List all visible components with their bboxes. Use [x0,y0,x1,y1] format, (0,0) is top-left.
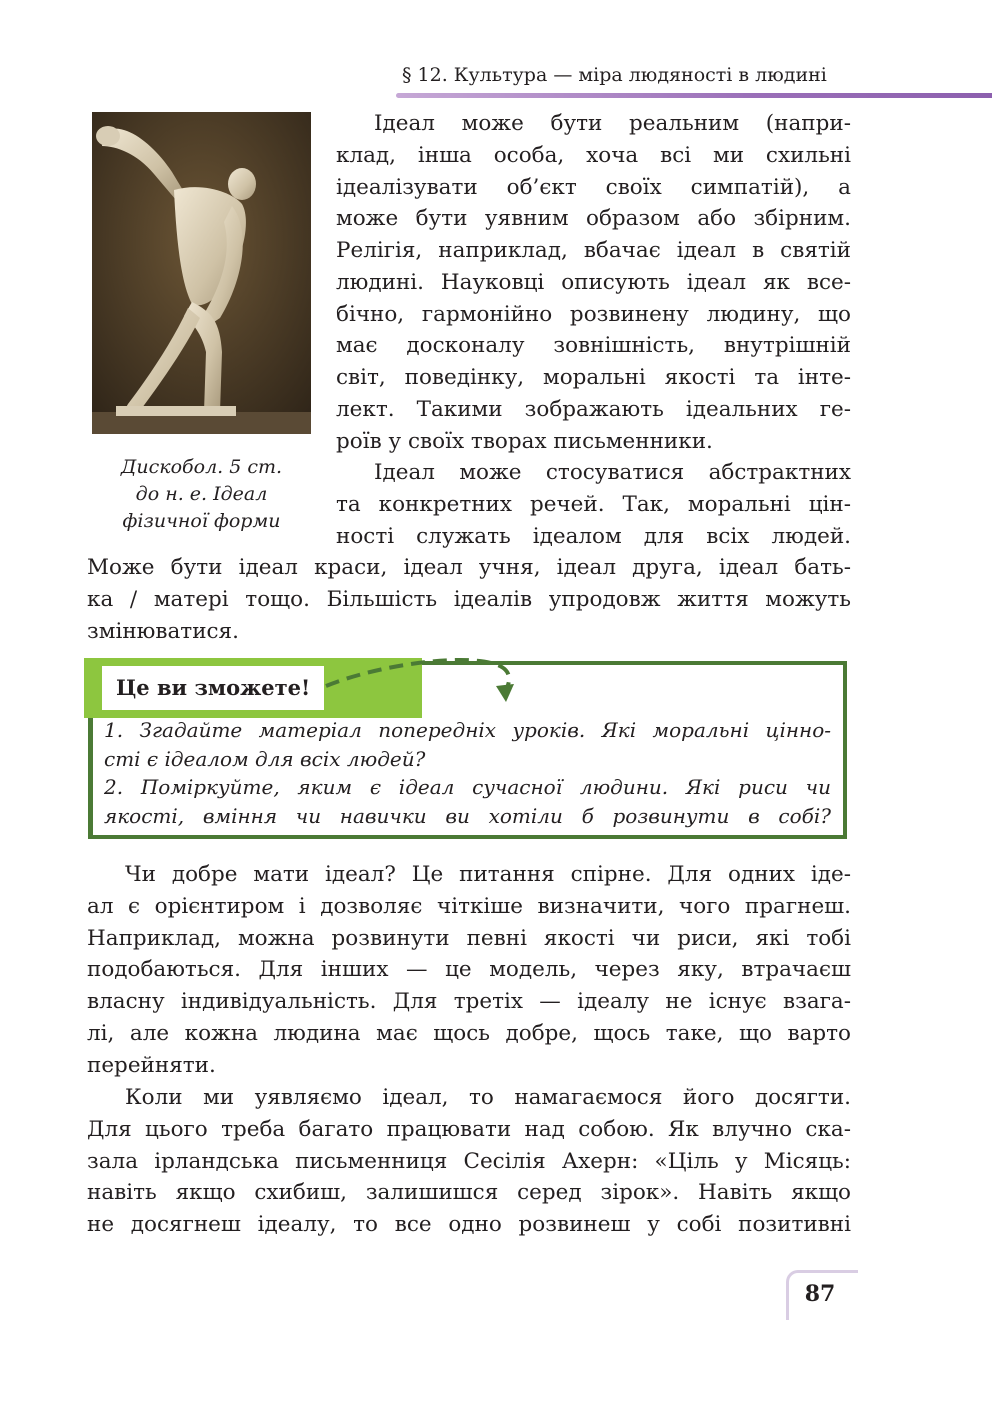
task-questions [104,716,831,830]
text-line: ал є орієнтиром і дозволяє чіткіше визначити, чого прагнеш. [87,893,851,919]
text-line: роїв у своїх творах письменники. [336,428,713,454]
text-line: бічно, гармонійно розвинену людину, що [336,301,851,327]
task-line: 1. Згадайте матеріал попередніх уроків. Які моральні цінно- [104,718,831,742]
caption-line: до н. е. Ідеал [135,483,268,505]
text-line: може бути уявним образом або збірним. [336,206,851,232]
paragraph-reach-ideal [87,1082,851,1241]
task-title: Це ви зможете! [116,675,311,700]
text-line: змінюватися. [87,618,239,644]
paragraph-ideal-types [336,108,851,457]
text-line: світ, поведінку, моральні якості та інте- [336,365,851,390]
text-line: Релігія, наприклад, вбачає ідеал в святій [336,238,851,263]
text-line: та конкретних речей. Так, моральні цін- [336,491,851,517]
text-line: людині. Науковці описують ідеал як все- [336,269,851,295]
paragraph-is-ideal-good [87,859,851,1081]
text-line: Може бути ідеал краси, ідеал учня, ідеал друга, ідеал бать- [87,555,851,580]
text-line: зала ірландська письменниця Сесілія Ахерн: «Ціль у Місяць: [87,1148,851,1174]
text-line: Коли ми уявляємо ідеал, то намагаємося його досягти. [125,1085,851,1110]
dashed-arrow-icon [320,652,520,712]
text-line: лі, але кожна людина має щось добре, щось таке, що варто [87,1020,851,1046]
task-line: сті є ідеалом для всіх людей? [104,746,426,771]
task-line: 2. Поміркуйте, яким є ідеал сучасної людини. Які риси чи [104,775,831,799]
discobolus-statue-illustration [92,112,311,434]
text-line: Для цього треба багато працювати над собою. Як влучно ска- [87,1116,851,1142]
text-line: власну індивідуальність. Для третіх — ідеалу не існує взага- [87,989,851,1014]
caption-line: фізичної форми [122,510,281,532]
text-line: Ідеал може бути реальним (напри- [374,111,851,136]
text-line: перейняти. [87,1052,216,1078]
paragraph-abstract-concrete [336,457,851,552]
figure-caption [92,454,311,535]
text-line: ності служать ідеалом для всіх людей. [336,523,851,549]
paragraph-abstract-concrete-cont [87,552,851,647]
caption-line: Дискобол. 5 ст. [120,456,283,478]
discobolus-image [92,112,311,434]
text-line: навіть якщо схибиш, залишишся серед зірок». Навіть якщо [87,1180,851,1206]
text-line: подобаються. Для інших — це модель, через яку, втрачаєш [87,957,851,983]
text-line: має досконалу зовнішність, внутрішній [336,333,851,359]
section-title: § 12. Культура — міра людяності в людині [402,64,827,86]
text-line: лект. Такими зображають ідеальних ге- [336,396,851,422]
text-line: ка / матері тощо. Більшість ідеалів упродовж життя можуть [87,586,851,612]
text-line: ідеалізувати об’єкт своїх симпатій), а [336,174,851,200]
text-line: Чи добре мати ідеал? Це питання спірне. Для одних іде- [125,862,851,887]
text-line: Ідеал може стосуватися абстрактних [374,460,851,485]
text-line: Наприклад, можна розвинути певні якості чи риси, які тобі [87,925,851,951]
task-line: якості, вміння чи навички ви хотіли б розвинути в собі? [104,803,831,828]
text-line: клад, інша особа, хоча всі ми схильні [336,142,851,168]
page-number: 87 [804,1281,836,1307]
text-line: не досягнеш ідеалу, то все одно розвинеш у собі позитивні [87,1212,851,1237]
header-rule [396,93,992,98]
